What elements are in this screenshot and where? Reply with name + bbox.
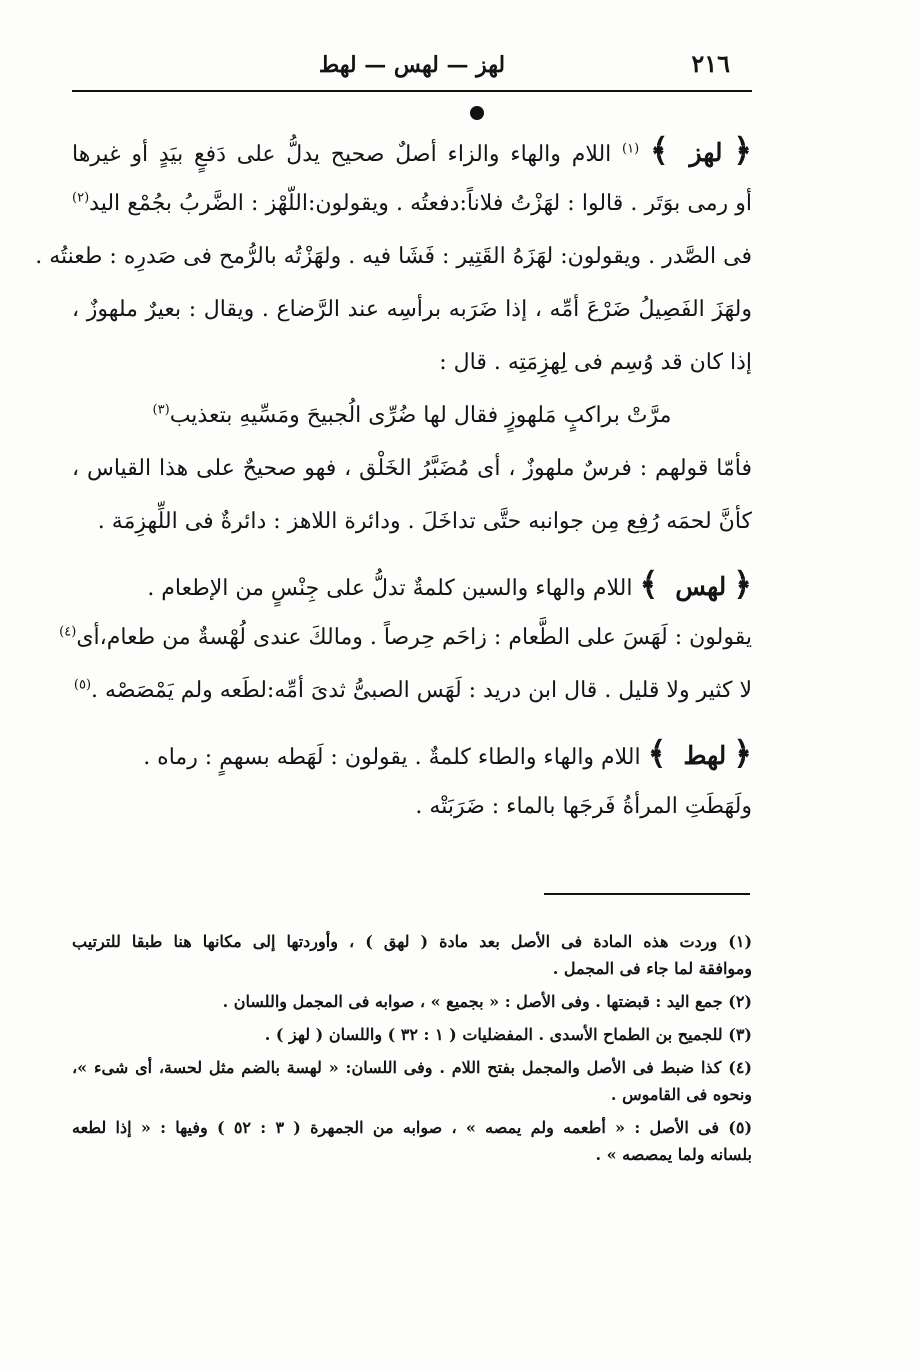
footnote-4-line-2: ونحوه فى القاموس .: [610, 1085, 752, 1104]
head-bracket: ﴿: [733, 734, 752, 772]
entry-lahz-line-6: [72, 442, 752, 495]
head-bracket: ﴿: [733, 131, 752, 169]
entry-text: اللام والهاء والطاء كلمةٌ . يقولون : لَهَطه بسهمٍ : رماه .: [143, 745, 641, 770]
entry-text: لا كثير ولا قليل . قال ابن دريد : لَهَس الصبىُّ ثدىَ أمِّه:لطَعه ولم يَمْصَصْه .: [91, 678, 752, 703]
head-bracket: ﴿: [733, 565, 752, 603]
footnote-4-line-1: (٤) كذا ضبط فى الأصل والمجمل بفتح اللام . وفى اللسان: « لهسة بالضم مثل لحسة، أى شىء »،: [72, 1058, 752, 1077]
header-rule: [72, 90, 752, 92]
head-bracket: ﴾: [649, 131, 669, 169]
entry-laht-line-2: [72, 780, 752, 833]
entry-text: فى الصَّدر . ويقولون: لهَزَهُ القَتِير : فَشَا فيه . ولهَزْتُه بالرُّمح فى صَدرِه : طعنتُه .: [35, 244, 752, 269]
entry-text: ولَهَطَتِ المرأةُ فَرجَها بالماء : ضَرَبَتْه .: [415, 794, 752, 819]
entry-head-lahz: لهز: [689, 138, 723, 167]
entry-lahz-line-2: [72, 177, 752, 230]
entry-laht-line-1: [72, 727, 752, 780]
footnote-5-line-2: بلسانه ولما يمصصه » .: [595, 1145, 752, 1164]
footnote-rule: [544, 893, 750, 895]
verse-line: [72, 389, 752, 442]
entry-lahs-line-1: [72, 558, 752, 611]
head-bracket: ﴾: [647, 734, 667, 772]
entry-lahs-line-3: [72, 664, 752, 717]
footnote-3: (٣) للجميح بن الطماح الأسدى . المفضليات ( ١ : ٣٢ ) واللسان ( لهز ) .: [264, 1025, 752, 1044]
entry-text: إذا كان قد وُسِم فى لِهزِمَتِه . قال :: [439, 350, 752, 375]
footnote-marker-1: (١): [622, 141, 640, 157]
footnote-1-line-1: (١) وردت هذه المادة فى الأصل بعد مادة ( لهق ) ، وأوردتها إلى مكانها هنا طبقا للترتيب: [72, 932, 753, 951]
footnote-5-line-1: (٥) فى الأصل : « أطعمه ولم يمصه » ، صوابه من الجمهرة ( ٣ : ٥٢ ) وفيها : « إذا لطعه: [72, 1118, 753, 1137]
entry-text: أو رمى بوَتَر . قالوا : لهَزْتُ فلاناً:دفعتُه . ويقولون:اللّهْز : الضَّربُ بجُمْع اليد: [89, 191, 752, 216]
entry-text: ولهَزَ الفَصِيلُ ضَرْعَ أمِّه ، إذا ضَرَبه برأسِه عند الرَّضاع . ويقال : بعيرٌ ملهوزٌ ،: [72, 297, 753, 322]
running-head: لهز — لهس — لهط: [318, 52, 506, 78]
entry-lahz-line-3: [35, 230, 752, 283]
page-number: ٢١٦: [691, 49, 730, 78]
entry-head-laht: لهط: [683, 741, 727, 770]
entry-text: اللام والهاء والزاء أصلٌ صحيح يدلُّ على دَفعٍ بيَدٍ أو غيرها: [72, 142, 612, 167]
entry-text: يقولون : لَهَسَ على الطَّعام : زاحَم حِرصاً . ومالكَ عندى لُهْسةٌ من طعام،أى: [76, 625, 752, 650]
entry-lahz-line-7: [72, 495, 752, 548]
entry-head-lahs: لهس: [675, 572, 727, 601]
head-bracket: ﴾: [639, 565, 659, 603]
footnote-marker-3: (٣): [152, 402, 170, 418]
entry-text: فأمّا قولهم : فرسٌ ملهوزٌ ، أى مُضَبَّرُ الخَلْق ، فهو صحيحٌ على هذا القياس ،: [72, 456, 752, 481]
footnote-marker-4: (٤): [59, 624, 77, 640]
entry-text: اللام والهاء والسين كلمةٌ تدلُّ على جِنْسٍ من الإطعام .: [147, 576, 633, 601]
entry-lahs-line-2: [59, 611, 752, 664]
entry-lahz-line-1: [72, 124, 752, 177]
footnote-marker-2: (٢): [72, 190, 90, 206]
main-text: [35, 124, 753, 833]
entry-text: كأنَّ لحمَه رُفِع مِن جوانبه حتَّى تداخَلَ . ودائرة اللاهز : دائرةٌ فى اللِّهزِمَة .: [97, 509, 752, 534]
page-header: [72, 40, 752, 86]
footnote-marker-5: (٥): [73, 677, 92, 693]
entry-lahz-line-5: [72, 336, 752, 389]
section-dot: [470, 106, 484, 120]
verse-text: مرَّتْ براكبٍ مَلهوزٍ فقال لها ضُرِّى الُجبيحَ ومَسِّيهِ بتعذيب: [169, 403, 672, 428]
footnotes: [72, 928, 752, 1168]
footnote-2: (٢) جمع اليد : قبضتها . وفى الأصل : « بجميع » ، صوابه فى المجمل واللسان .: [222, 992, 752, 1011]
entry-lahz-line-4: [72, 283, 752, 336]
footnote-1-line-2: وموافقة لما جاء فى المجمل .: [552, 959, 752, 978]
